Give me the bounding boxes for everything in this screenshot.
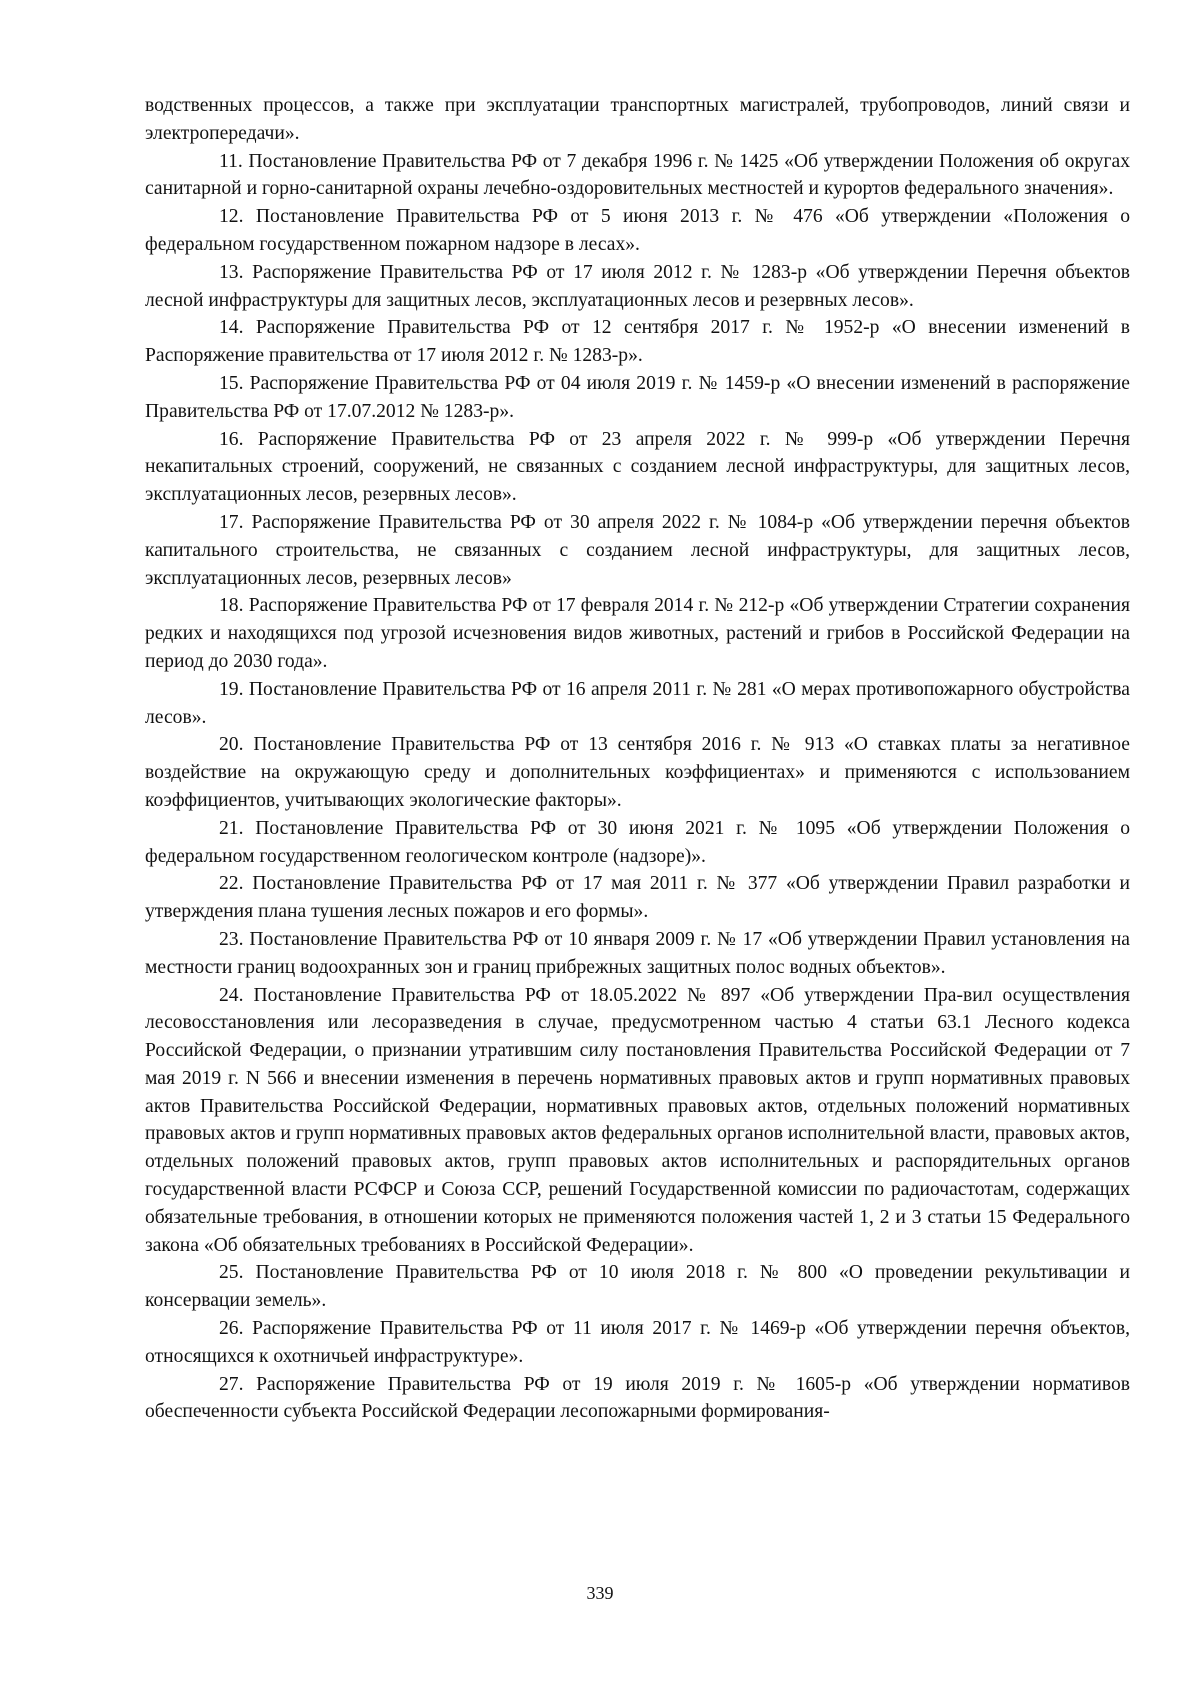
list-item-11: 11. Постановление Правительства РФ от 7 декабря 1996 г. № 1425 «Об утверждении Положения об округах санитарной и горно-санитарной охраны лечебно-оздоровительных местностей и курортов федерального значения».: [145, 150, 1130, 200]
list-item-25: 25. Постановление Правительства РФ от 10 июля 2018 г. № 800 «О проведении рекультивации и консервации земель».: [145, 1262, 1130, 1312]
list-item-13: 13. Распоряжение Правительства РФ от 17 июля 2012 г. № 1283-р «Об утверждении Перечня объектов лесной инфраструктуры для защитных лесов, эксплуатационных лесов и резервных лесов».: [145, 261, 1130, 311]
list-item-23: 23. Постановление Правительства РФ от 10 января 2009 г. № 17 «Об утверждении Правил установления на местности границ водоохранных зон и границ прибрежных защитных полос водных объектов».: [145, 928, 1130, 978]
list-item-17: 17. Распоряжение Правительства РФ от 30 апреля 2022 г. № 1084-р «Об утверждении перечня объектов капитального строительства, не связанных с созданием лесной инфраструктуры, для защитных лесов, эксплуатационных лесов, резервных лесов»: [145, 511, 1130, 589]
list-item-14: 14. Распоряжение Правительства РФ от 12 сентября 2017 г. № 1952-р «О внесении изменений в Распоряжение правительства от 17 июля 2012 г. № 1283-р».: [145, 317, 1130, 367]
list-item-15: 15. Распоряжение Правительства РФ от 04 июля 2019 г. № 1459-р «О внесении изменений в распоряжение Правительства РФ от 17.07.2012 № 1283-р».: [145, 372, 1130, 422]
paragraph-continuation: водственных процессов, а также при эксплуатации транспортных магистралей, трубопроводов, линий связи и электропередачи».: [145, 95, 1130, 144]
list-item-18: 18. Распоряжение Правительства РФ от 17 февраля 2014 г. № 212-р «Об утверждении Стратегии сохранения редких и находящихся под угрозой исчезновения видов животных, растений и грибов в Российской Федерации на период до 2030 года».: [145, 595, 1130, 672]
list-item-24: 24. Постановление Правительства РФ от 18.05.2022 № 897 «Об утверждении Пра-вил осуществления лесовосстановления или лесоразведения в случае, предусмотренном частью 4 статьи 63.1 Лесного кодекса Российской Федерации, о признании утратившим силу постановления Правительства Российской Федерации от 7 мая 2019 г. N 566 и внесении изменения в перечень нормативных правовых актов и групп нормативных правовых актов Правительства Российской Федерации, нормативных правовых актов, отдельных положений нормативных правовых актов и групп нормативных правовых актов федеральных органов исполнительной власти, правовых актов, отдельных положений правовых актов, групп правовых актов исполнительных и распорядительных органов государственной власти РСФСР и Союза ССР, решений Государственной комиссии по радиочастотам, содержащих обязательные требования, в отношении которых не применяются положения частей 1, 2 и 3 статьи 15 Федерального закона «Об обязательных требованиях в Российской Федерации».: [145, 984, 1130, 1256]
list-item-26: 26. Распоряжение Правительства РФ от 11 июля 2017 г. № 1469-р «Об утверждении перечня объектов, относящихся к охотничьей инфраструктуре».: [145, 1318, 1130, 1367]
page-number: 339: [586, 1583, 614, 1603]
list-item-20: 20. Постановление Правительства РФ от 13 сентября 2016 г. № 913 «О ставках платы за негативное воздействие на окружающую среду и дополнительных коэффициентах» и применяются с использованием коэффициентов, учитывающих экологические факторы».: [145, 734, 1130, 811]
list-item-22: 22. Постановление Правительства РФ от 17 мая 2011 г. № 377 «Об утверждении Правил разработки и утверждения плана тушения лесных пожаров и его формы».: [145, 873, 1130, 923]
list-item-19: 19. Постановление Правительства РФ от 16 апреля 2011 г. № 281 «О мерах противопожарного обустройства лесов».: [145, 678, 1130, 728]
list-item-27: 27. Распоряжение Правительства РФ от 19 июля 2019 г. № 1605-р «Об утверждении нормативов обеспеченности субъекта Российской Федерации лесопожарными формирования-: [145, 1373, 1130, 1423]
list-item-21: 21. Постановление Правительства РФ от 30 июня 2021 г. № 1095 «Об утверждении Положения о федеральном государственном геологическом контроле (надзоре)».: [145, 817, 1130, 867]
document-body: [145, 92, 1130, 1426]
list-item-12: 12. Постановление Правительства РФ от 5 июня 2013 г. № 476 «Об утверждении «Положения о федеральном государственном пожарном надзоре в лесах».: [145, 206, 1130, 255]
list-item-16: 16. Распоряжение Правительства РФ от 23 апреля 2022 г. № 999-р «Об утверждении Перечня некапитальных строений, сооружений, не связанных с созданием лесной инфраструктуры, для защитных лесов, эксплуатационных лесов, резервных лесов».: [145, 428, 1130, 506]
